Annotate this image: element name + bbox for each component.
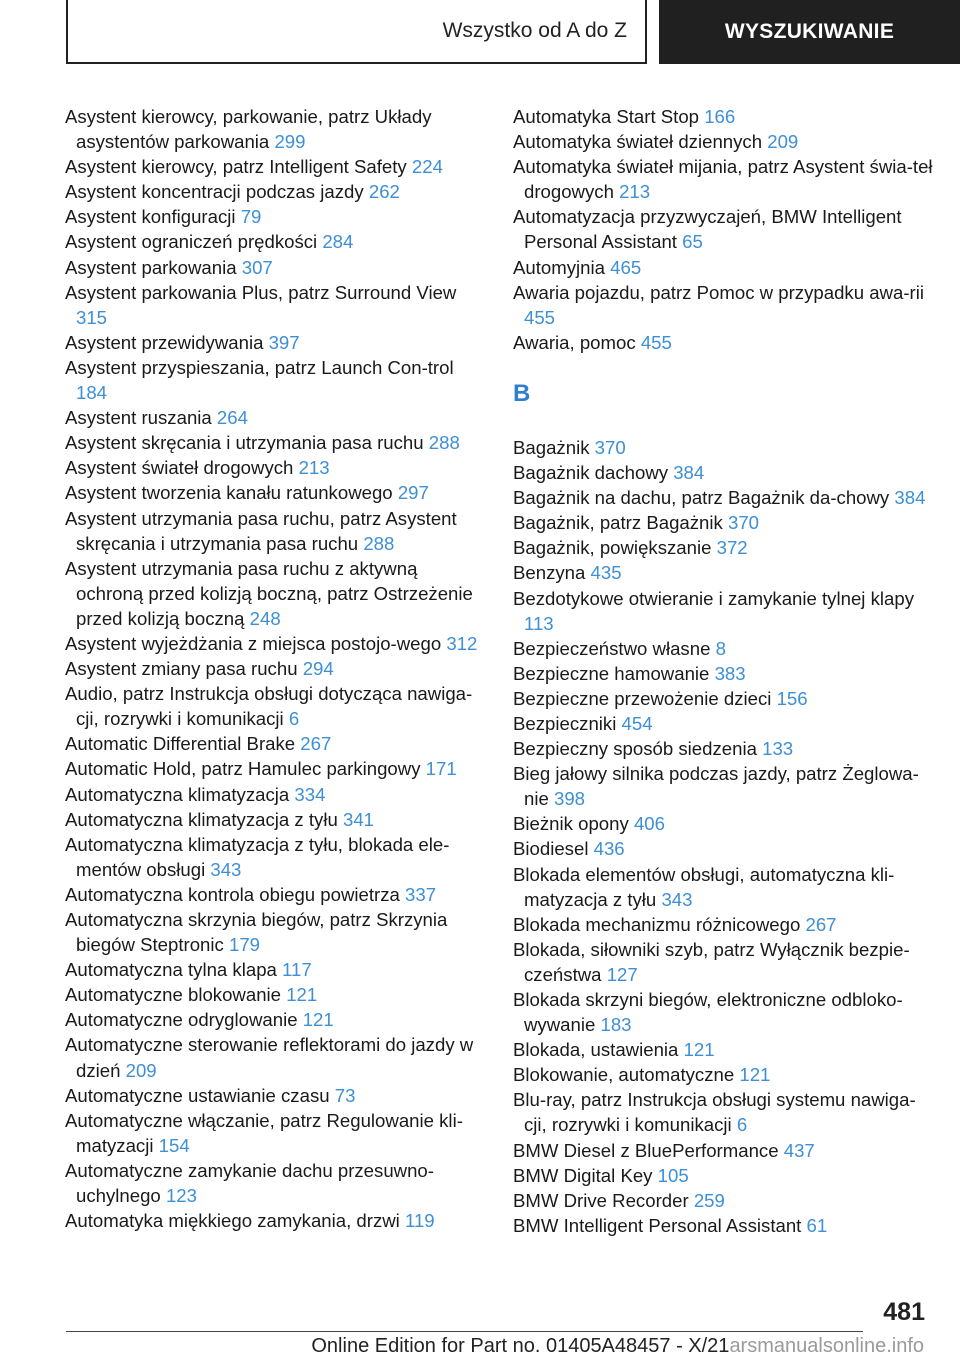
entry-term: Automatyczne włączanie, patrz Regulowanie kli‐matyzacji bbox=[65, 1109, 463, 1156]
index-entry bbox=[513, 912, 933, 937]
entry-page-link[interactable]: 372 bbox=[716, 537, 748, 559]
index-entry bbox=[513, 937, 933, 987]
entry-page-link[interactable]: 288 bbox=[428, 432, 460, 454]
entry-page-link[interactable]: 383 bbox=[714, 662, 746, 684]
entry-page-link[interactable]: 117 bbox=[282, 959, 312, 981]
entry-term: Bieżnik opony bbox=[513, 813, 634, 835]
index-entry bbox=[513, 811, 933, 836]
entry-term: Asystent ruszania bbox=[65, 407, 217, 429]
index-entry bbox=[65, 957, 485, 982]
entry-term: Automatyczna tylna klapa bbox=[65, 959, 283, 981]
entry-page-link[interactable]: 299 bbox=[274, 131, 306, 153]
search-tab[interactable] bbox=[659, 0, 960, 64]
entry-page-link[interactable]: 6 bbox=[288, 708, 300, 730]
watermark: arsmanualsonline.info bbox=[729, 1335, 924, 1357]
entry-page-link[interactable]: 288 bbox=[363, 532, 395, 554]
entry-page-link[interactable]: 334 bbox=[294, 783, 326, 805]
entry-page-link[interactable]: 454 bbox=[621, 712, 653, 734]
entry-page-link[interactable]: 437 bbox=[783, 1139, 815, 1161]
entry-page-link[interactable]: 121 bbox=[683, 1039, 715, 1061]
entry-page-link[interactable]: 127 bbox=[606, 963, 638, 985]
entry-term: Biodiesel bbox=[513, 838, 594, 860]
entry-term: BMW Diesel z BluePerformance bbox=[513, 1139, 784, 1161]
index-entry bbox=[65, 430, 485, 455]
entry-page-link[interactable]: 224 bbox=[411, 156, 443, 178]
index-entry bbox=[513, 836, 933, 861]
entry-page-link[interactable]: 370 bbox=[727, 512, 760, 534]
index-entry bbox=[65, 1083, 485, 1108]
entry-page-link[interactable]: 370 bbox=[594, 436, 626, 458]
footer-divider bbox=[66, 1331, 863, 1332]
index-column-left bbox=[65, 104, 485, 1233]
entry-page-link[interactable]: 6 bbox=[736, 1114, 748, 1136]
entry-term: Automatyczne zamykanie dachu przesuwno‐uchylnego bbox=[65, 1159, 434, 1207]
index-entry bbox=[513, 661, 933, 686]
entry-term: Bezpieczeństwo własne bbox=[513, 637, 716, 659]
index-entry bbox=[513, 736, 933, 761]
entry-term: Automatic Differential Brake bbox=[65, 733, 301, 755]
index-entry bbox=[513, 1037, 933, 1062]
entry-page-link[interactable]: 398 bbox=[553, 788, 586, 810]
index-entry bbox=[65, 556, 485, 631]
index-entry bbox=[513, 1213, 933, 1238]
entry-term: Blokada, ustawienia bbox=[513, 1039, 684, 1061]
entry-term: Blokada, siłowniki szyb, patrz Wyłącznik bezpie‐czeństwa bbox=[513, 938, 910, 985]
entry-page-link[interactable]: 213 bbox=[298, 457, 330, 479]
entry-term: Automyjnia bbox=[513, 256, 611, 278]
entry-term: Automatyczne sterowanie reflektorami do jazdy w dzień bbox=[65, 1034, 474, 1081]
entry-term: Automatyzacja przyzwyczajeń, BMW Intelligent Personal Assistant bbox=[513, 206, 902, 253]
header-bar bbox=[0, 0, 960, 66]
footer bbox=[66, 1335, 924, 1358]
index-entry bbox=[65, 154, 485, 179]
entry-term: Bagażnik bbox=[513, 436, 595, 458]
entry-page-link[interactable]: 341 bbox=[342, 808, 375, 830]
section-tab-label: Wszystko od A do Z bbox=[442, 19, 627, 42]
entry-term: Asystent wyjeżdżania z miejsca postojo‐wego bbox=[65, 632, 447, 654]
index-entry bbox=[65, 255, 485, 280]
entry-page-link[interactable]: 343 bbox=[661, 888, 693, 910]
entry-page-link[interactable]: 262 bbox=[368, 181, 400, 203]
entry-page-link[interactable]: 436 bbox=[593, 838, 625, 860]
entry-term: Asystent koncentracji podczas jazdy bbox=[65, 181, 369, 203]
index-entry bbox=[513, 535, 933, 560]
entry-term: Bieg jałowy silnika podczas jazdy, patrz Żeglowa‐nie bbox=[513, 763, 919, 810]
entry-term: Blu-ray, patrz Instrukcja obsługi systemu nawiga‐cji, rozrywki i komunikacji bbox=[513, 1089, 916, 1136]
entry-page-link[interactable]: 171 bbox=[425, 758, 457, 780]
entry-term: Blokowanie, automatyczne bbox=[513, 1064, 740, 1086]
entry-term: Bagażnik na dachu, patrz Bagażnik da‐chowy bbox=[513, 487, 895, 509]
entry-page-link[interactable]: 183 bbox=[600, 1014, 632, 1036]
entry-page-link[interactable]: 248 bbox=[249, 607, 281, 629]
index-entry bbox=[65, 280, 485, 330]
index-entry bbox=[65, 480, 485, 505]
index-group-a bbox=[513, 104, 933, 355]
index-entry bbox=[513, 862, 933, 912]
index-entry bbox=[65, 782, 485, 807]
index-entry bbox=[65, 1108, 485, 1158]
entry-page-link[interactable]: 105 bbox=[657, 1164, 689, 1186]
search-tab-label: WYSZUKIWANIE bbox=[724, 20, 895, 43]
entry-page-link[interactable]: 465 bbox=[610, 256, 642, 278]
index-entry bbox=[65, 1032, 485, 1082]
index-entry bbox=[65, 681, 485, 731]
entry-page-link[interactable]: 315 bbox=[76, 306, 108, 328]
index-entry bbox=[65, 882, 485, 907]
entry-term: Automatyka miękkiego zamykania, drzwi bbox=[65, 1210, 405, 1232]
entry-term: Asystent utrzymania pasa ruchu z aktywną ochroną przed kolizją boczną, patrz Ostrzeżenie przed kolizją boczną bbox=[65, 557, 473, 629]
entry-term: Asystent skręcania i utrzymania pasa ruchu bbox=[65, 432, 429, 454]
entry-page-link[interactable]: 267 bbox=[300, 733, 332, 755]
entry-term: BMW Drive Recorder bbox=[513, 1189, 694, 1211]
index-entry bbox=[65, 631, 485, 656]
index-entry bbox=[65, 1208, 485, 1233]
entry-page-link[interactable]: 133 bbox=[762, 738, 794, 760]
entry-term: Automatyczna klimatyzacja z tyłu bbox=[65, 808, 343, 830]
entry-term: Asystent przewidywania bbox=[65, 331, 269, 353]
index-entry bbox=[65, 104, 485, 154]
index-entry bbox=[513, 280, 933, 330]
entry-page-link[interactable]: 406 bbox=[633, 813, 665, 835]
entry-term: Blokada mechanizmu różnicowego bbox=[513, 913, 806, 935]
entry-page-link[interactable]: 121 bbox=[302, 1009, 334, 1031]
index-entry bbox=[513, 485, 933, 510]
entry-page-link[interactable]: 284 bbox=[322, 231, 354, 253]
entry-term: Automatyka świateł mijania, patrz Asystent świa‐teł drogowych bbox=[513, 156, 933, 203]
index-entry bbox=[65, 229, 485, 254]
entry-page-link[interactable]: 73 bbox=[334, 1084, 356, 1106]
entry-page-link[interactable]: 397 bbox=[268, 331, 300, 353]
entry-page-link[interactable]: 312 bbox=[446, 632, 478, 654]
entry-term: Automatic Hold, patrz Hamulec parkingowy bbox=[65, 758, 426, 780]
index-entry bbox=[65, 982, 485, 1007]
index-entry bbox=[513, 1062, 933, 1087]
entry-page-link[interactable]: 113 bbox=[524, 612, 554, 634]
entry-page-link[interactable]: 154 bbox=[158, 1134, 190, 1156]
entry-page-link[interactable]: 184 bbox=[76, 382, 108, 404]
entry-term: Automatyka Start Stop bbox=[513, 106, 705, 127]
index-entry bbox=[513, 154, 933, 204]
entry-page-link[interactable]: 337 bbox=[405, 883, 437, 905]
index-entry bbox=[65, 807, 485, 832]
index-entry bbox=[513, 1163, 933, 1188]
entry-page-link[interactable]: 8 bbox=[715, 637, 726, 659]
entry-term: BMW Digital Key bbox=[513, 1164, 658, 1186]
index-entry bbox=[65, 1007, 485, 1032]
index-entry bbox=[513, 761, 933, 811]
index-group-b bbox=[513, 435, 933, 1238]
index-entry bbox=[513, 636, 933, 661]
entry-page-link[interactable]: 264 bbox=[216, 407, 248, 429]
entry-page-link[interactable]: 61 bbox=[806, 1214, 828, 1236]
index-entry bbox=[65, 405, 485, 430]
index-entry bbox=[65, 907, 485, 957]
entry-page-link[interactable]: 121 bbox=[739, 1064, 771, 1086]
index-entry bbox=[65, 731, 485, 756]
index-entry bbox=[65, 179, 485, 204]
entry-page-link[interactable]: 213 bbox=[619, 181, 651, 203]
entry-page-link[interactable]: 435 bbox=[590, 562, 622, 584]
section-tab[interactable] bbox=[66, 0, 647, 64]
entry-page-link[interactable]: 455 bbox=[524, 306, 556, 328]
index-column-right bbox=[513, 104, 933, 1238]
entry-term: Automatyka świateł dziennych bbox=[513, 131, 768, 153]
entry-page-link[interactable]: 343 bbox=[210, 858, 242, 880]
entry-page-link[interactable]: 294 bbox=[302, 658, 334, 680]
entry-term: Asystent świateł drogowych bbox=[65, 457, 299, 479]
index-entry bbox=[513, 510, 933, 535]
entry-term: Asystent ograniczeń prędkości bbox=[65, 231, 323, 253]
index-entry bbox=[65, 656, 485, 681]
entry-term: Automatyczne ustawianie czasu bbox=[65, 1084, 335, 1106]
entry-page-link[interactable]: 455 bbox=[640, 331, 672, 353]
entry-term: Audio, patrz Instrukcja obsługi dotycząca nawiga‐cji, rozrywki i komunikacji bbox=[65, 683, 473, 730]
entry-term: Asystent zmiany pasa ruchu bbox=[65, 658, 303, 680]
entry-term: Asystent tworzenia kanału ratunkowego bbox=[65, 482, 398, 504]
entry-term: Automatyczna klimatyzacja bbox=[65, 783, 295, 805]
entry-page-link[interactable]: 79 bbox=[240, 206, 262, 228]
entry-term: BMW Intelligent Personal Assistant bbox=[513, 1214, 807, 1236]
index-entry bbox=[513, 255, 933, 280]
index-entry bbox=[513, 987, 933, 1037]
index-entry bbox=[513, 204, 933, 254]
index-entry bbox=[65, 204, 485, 229]
index-entry bbox=[513, 560, 933, 585]
index-entry bbox=[65, 330, 485, 355]
entry-term: Automatyczna kontrola obiegu powietrza bbox=[65, 883, 406, 905]
index-entry bbox=[65, 455, 485, 480]
entry-page-link[interactable]: 297 bbox=[397, 482, 429, 504]
entry-page-link[interactable]: 166 bbox=[704, 106, 736, 127]
entry-term: Asystent kierowcy, parkowanie, patrz Układy asystentów parkowania bbox=[65, 106, 432, 153]
entry-page-link[interactable]: 119 bbox=[404, 1210, 435, 1232]
entry-term: Bezpieczne przewożenie dzieci bbox=[513, 687, 777, 709]
entry-term: Automatyczne blokowanie bbox=[65, 984, 287, 1006]
entry-term: Blokada elementów obsługi, automatyczna kli‐matyzacja z tyłu bbox=[513, 863, 895, 910]
index-entry bbox=[513, 129, 933, 154]
entry-page-link[interactable]: 121 bbox=[286, 984, 318, 1006]
entry-page-link[interactable]: 179 bbox=[228, 934, 261, 956]
index-entry bbox=[513, 1188, 933, 1213]
index-entry bbox=[65, 832, 485, 882]
entry-term: Blokada skrzyni biegów, elektroniczne odbloko‐wywanie bbox=[513, 989, 903, 1036]
index-entry bbox=[513, 104, 933, 129]
entry-term: Bezpieczniki bbox=[513, 712, 622, 734]
entry-term: Awaria pojazdu, patrz Pomoc w przypadku awa‐rii bbox=[513, 281, 924, 303]
entry-term: Bezpieczny sposób siedzenia bbox=[513, 738, 763, 760]
index-entry bbox=[513, 1138, 933, 1163]
index-entry bbox=[65, 355, 485, 405]
edition-text: Online Edition for Part no. 01405A48457 - X/21 bbox=[311, 1335, 730, 1357]
entry-term: Bezpieczne hamowanie bbox=[513, 662, 715, 684]
entry-term: Asystent parkowania bbox=[65, 256, 242, 278]
entry-page-link[interactable]: 384 bbox=[894, 487, 926, 509]
entry-term: Asystent utrzymania pasa ruchu, patrz Asystent skręcania i utrzymania pasa ruchu bbox=[65, 507, 457, 554]
entry-term: Automatyczna klimatyzacja z tyłu, blokada ele‐mentów obsługi bbox=[65, 833, 450, 880]
index-entry bbox=[65, 506, 485, 556]
entry-term: Bagażnik, powiększanie bbox=[513, 537, 717, 559]
entry-page-link[interactable]: 259 bbox=[693, 1189, 725, 1211]
entry-term: Benzyna bbox=[513, 562, 591, 584]
index-entry bbox=[65, 756, 485, 781]
index-entry bbox=[513, 330, 933, 355]
index-entry bbox=[513, 1087, 933, 1137]
entry-term: Bezdotykowe otwieranie i zamykanie tylnej klapy bbox=[513, 587, 914, 609]
index-entry bbox=[513, 686, 933, 711]
entry-page-link[interactable]: 384 bbox=[673, 462, 705, 484]
entry-page-link[interactable]: 209 bbox=[767, 131, 799, 153]
entry-term: Awaria, pomoc bbox=[513, 331, 641, 353]
index-entry bbox=[513, 460, 933, 485]
entry-term: Asystent kierowcy, patrz Intelligent Safety bbox=[65, 156, 412, 178]
entry-term: Automatyczna skrzynia biegów, patrz Skrzynia biegów Steptronic bbox=[65, 909, 448, 956]
entry-page-link[interactable]: 65 bbox=[682, 231, 703, 253]
entry-page-link[interactable]: 123 bbox=[165, 1185, 197, 1207]
section-letter: B bbox=[513, 379, 531, 407]
entry-term: Bagażnik, patrz Bagażnik bbox=[513, 512, 728, 534]
entry-term: Automatyczne odryglowanie bbox=[65, 1009, 303, 1031]
entry-term: Asystent parkowania Plus, patrz Surround View bbox=[65, 281, 457, 303]
entry-term: Asystent konfiguracji bbox=[65, 206, 241, 228]
entry-page-link[interactable]: 209 bbox=[125, 1059, 157, 1081]
index-entry bbox=[513, 586, 933, 636]
index-entry bbox=[65, 1158, 485, 1208]
entry-term: Asystent przyspieszania, patrz Launch Con‐trol bbox=[65, 356, 454, 378]
page-number: 481 bbox=[883, 1298, 925, 1326]
entry-page-link[interactable]: 307 bbox=[241, 256, 273, 278]
entry-page-link[interactable]: 156 bbox=[776, 687, 808, 709]
index-entry bbox=[513, 711, 933, 736]
entry-term: Bagażnik dachowy bbox=[513, 462, 674, 484]
index-entry bbox=[513, 435, 933, 460]
entry-page-link[interactable]: 267 bbox=[805, 913, 837, 935]
